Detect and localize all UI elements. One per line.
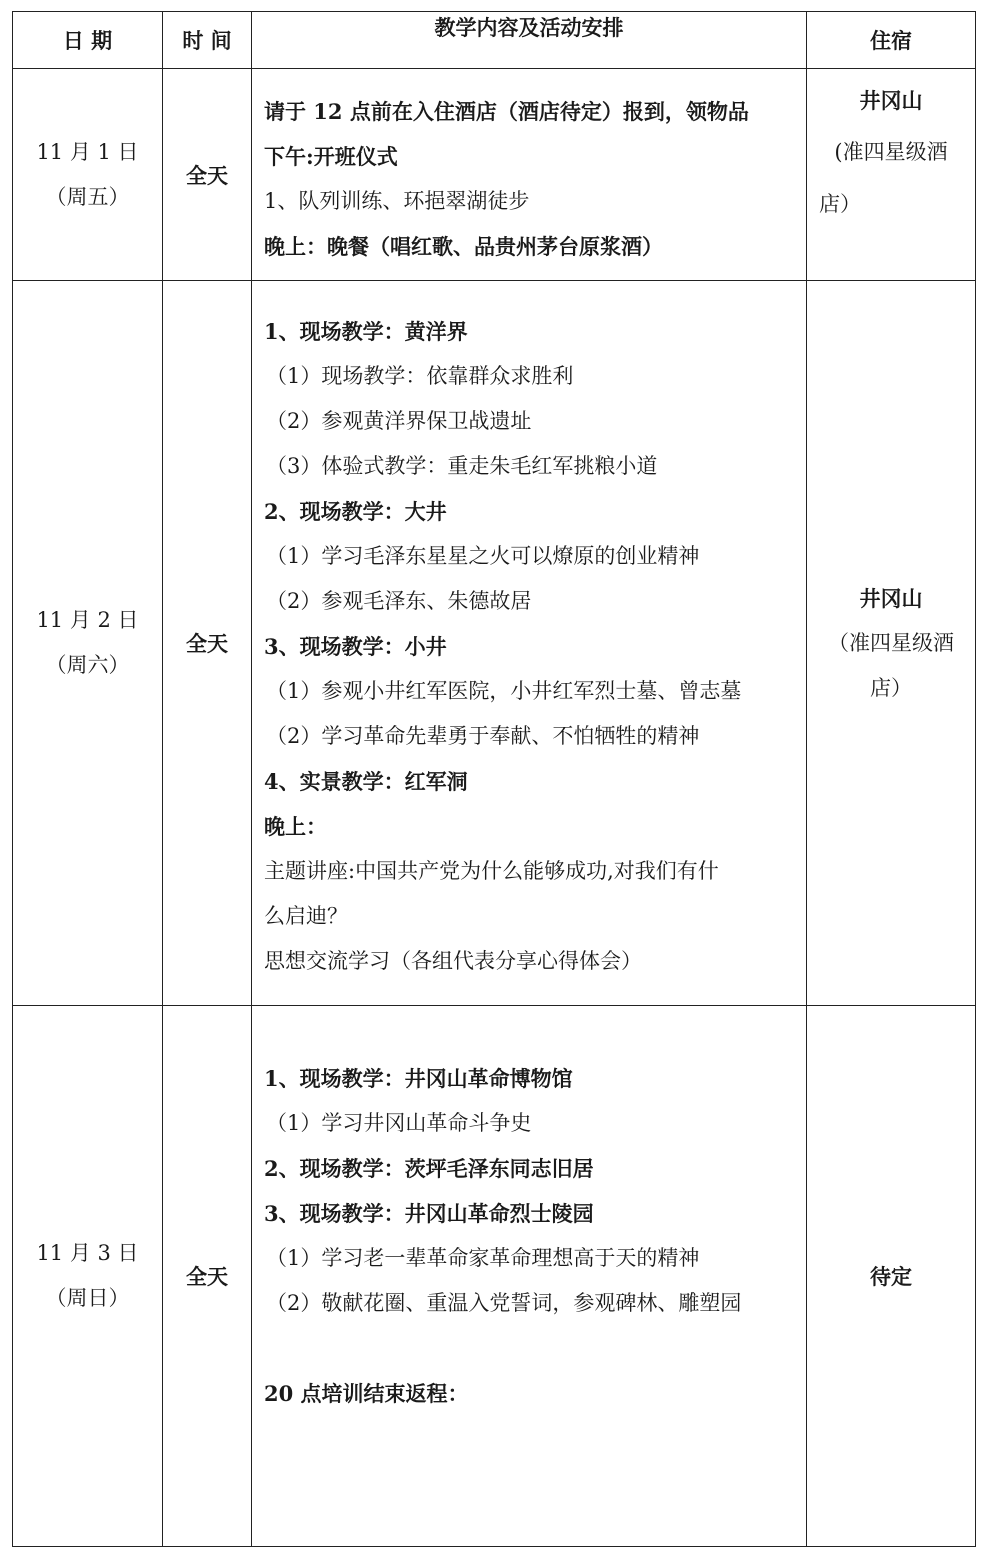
lodging-cell xyxy=(807,281,976,1006)
lodging-note: (准四星级酒 xyxy=(834,140,948,164)
content-line: （1）学习毛泽东星星之火可以燎原的创业精神 xyxy=(266,544,700,568)
lodging-name: 待定 xyxy=(870,1264,912,1289)
lodging-name: 井冈山 xyxy=(859,88,923,113)
content-line: （1）学习老一辈革命家革命理想高于天的精神 xyxy=(266,1246,700,1270)
content-line: 下午:开班仪式 xyxy=(264,144,398,169)
content-cell xyxy=(252,1006,807,1547)
header-time: 时 间 xyxy=(163,12,252,69)
header-row xyxy=(13,12,976,69)
table-row xyxy=(13,1006,976,1547)
content-line: 1、现场教学：黄洋界 xyxy=(264,319,468,344)
header-content: 教学内容及活动安排 xyxy=(252,12,807,69)
content-line: 1、现场教学：井冈山革命博物馆 xyxy=(264,1066,573,1091)
content-line: （1）参观小井红军医院，小井红军烈士墓、曾志墓 xyxy=(266,679,742,703)
time-cell: 全天 xyxy=(163,1006,252,1547)
weekday-text: （周六） xyxy=(45,653,130,677)
time-cell: 全天 xyxy=(163,69,252,281)
lodging-name: 井冈山 xyxy=(859,585,923,611)
content-line: 3、现场教学：小井 xyxy=(264,634,447,659)
content-line: （2）学习革命先辈勇于奉献、不怕牺牲的精神 xyxy=(266,724,700,748)
lodging-note: （准四星级酒 xyxy=(828,630,954,655)
weekday-text: （周日） xyxy=(45,1286,130,1310)
content-line: 4、实景教学：红军洞 xyxy=(264,769,468,794)
content-line: 晚上： xyxy=(264,814,327,839)
content-line: （2）参观毛泽东、朱德故居 xyxy=(266,589,532,613)
content-line: 3、现场教学：井冈山革命烈士陵园 xyxy=(264,1201,594,1226)
content-cell xyxy=(252,69,807,281)
content-line: （2）参观黄洋界保卫战遗址 xyxy=(266,409,532,433)
header-date: 日 期 xyxy=(13,12,163,69)
content-line: 主题讲座:中国共产党为什么能够成功,对我们有什 xyxy=(264,859,719,883)
content-line: 么启迪？ xyxy=(264,904,348,928)
table-row xyxy=(13,281,976,1006)
content-cell xyxy=(252,281,807,1006)
content-line: 1、队列训练、环挹翠湖徒步 xyxy=(264,189,530,213)
lodging-note: 店） xyxy=(819,192,861,216)
date-text: 11 月 3 日 xyxy=(36,1241,139,1265)
content-line: （1）学习井冈山革命斗争史 xyxy=(266,1111,532,1135)
content-line: 思想交流学习（各组代表分享心得体会） xyxy=(264,949,642,973)
lodging-cell xyxy=(807,1006,976,1547)
header-lodging: 住宿 xyxy=(807,12,976,69)
schedule-table xyxy=(12,11,976,1547)
date-cell xyxy=(13,1006,163,1547)
date-cell xyxy=(13,281,163,1006)
content-line: （3）体验式教学：重走朱毛红军挑粮小道 xyxy=(266,454,658,478)
lodging-note: 店） xyxy=(870,675,912,700)
content-line: （2）敬献花圈、重温入党誓词，参观碑林、雕塑园 xyxy=(266,1291,742,1315)
content-line: 2、现场教学：茨坪毛泽东同志旧居 xyxy=(264,1156,594,1181)
date-text: 11 月 1 日 xyxy=(36,139,139,164)
content-line: 2、现场教学：大井 xyxy=(264,499,447,524)
date-cell xyxy=(13,69,163,281)
content-line: 20 点培训结束返程： xyxy=(264,1381,469,1406)
table-row xyxy=(13,69,976,281)
weekday-text: （周五） xyxy=(45,184,130,209)
content-spacer xyxy=(264,1326,806,1371)
lodging-cell xyxy=(807,69,976,281)
date-text: 11 月 2 日 xyxy=(36,608,139,632)
content-line: （1）现场教学：依靠群众求胜利 xyxy=(266,364,574,388)
content-line: 请于 12 点前在入住酒店（酒店待定）报到，领物品 xyxy=(264,99,749,124)
time-cell: 全天 xyxy=(163,281,252,1006)
content-line: 晚上：晚餐（唱红歌、品贵州茅台原浆酒） xyxy=(264,234,663,259)
